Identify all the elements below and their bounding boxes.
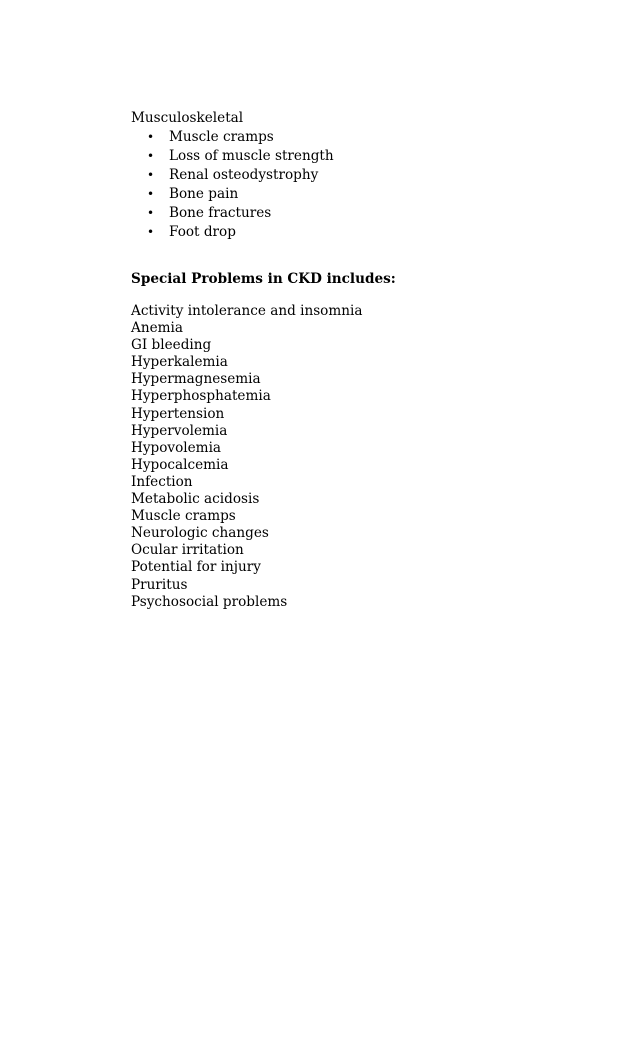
list-item: Infection <box>131 473 193 490</box>
bullet-icon: • <box>147 225 155 239</box>
bullet-icon: • <box>147 206 155 220</box>
list-item: Anemia <box>131 320 183 337</box>
list-item <box>147 147 591 166</box>
list-item <box>147 204 591 223</box>
bullet-icon: • <box>147 149 155 163</box>
list-item: Hypocalcemia <box>131 456 229 473</box>
list-item: Neurologic changes <box>131 525 269 542</box>
list-item: Metabolic acidosis <box>131 491 260 508</box>
list-item: GI bleeding <box>131 337 212 354</box>
list-item: Hypervolemia <box>131 422 228 439</box>
musculoskeletal-list <box>131 128 591 242</box>
list-item: Hypovolemia <box>131 439 222 456</box>
list-item <box>147 223 591 242</box>
list-item-text: Muscle cramps <box>169 129 274 145</box>
list-item-text: Bone pain <box>169 186 239 202</box>
musculoskeletal-heading: Musculoskeletal <box>131 110 244 126</box>
list-item: Psychosocial problems <box>131 593 288 610</box>
list-item: Hypertension <box>131 405 225 422</box>
list-item: Hypermagnesemia <box>131 371 261 388</box>
list-item: Muscle cramps <box>131 508 236 525</box>
list-item-text: Foot drop <box>169 224 236 240</box>
list-item <box>147 128 591 147</box>
list-item: Pruritus <box>131 576 188 593</box>
bullet-icon: • <box>147 168 155 182</box>
list-item: Hyperkalemia <box>131 354 228 371</box>
list-item-text: Bone fractures <box>169 205 272 221</box>
list-item: Potential for injury <box>131 559 261 576</box>
special-problems-list <box>131 303 591 611</box>
bullet-icon: • <box>147 187 155 201</box>
list-item: Ocular irritation <box>131 542 244 559</box>
bullet-icon: • <box>147 130 155 144</box>
special-problems-heading: Special Problems in CKD includes: <box>131 271 396 287</box>
document-page <box>131 109 591 611</box>
list-item: Hyperphosphatemia <box>131 388 271 405</box>
list-item <box>147 166 591 185</box>
list-item-text: Renal osteodystrophy <box>169 167 319 183</box>
list-item: Activity intolerance and insomnia <box>131 303 363 319</box>
list-item <box>147 185 591 204</box>
list-item-text: Loss of muscle strength <box>169 148 334 164</box>
